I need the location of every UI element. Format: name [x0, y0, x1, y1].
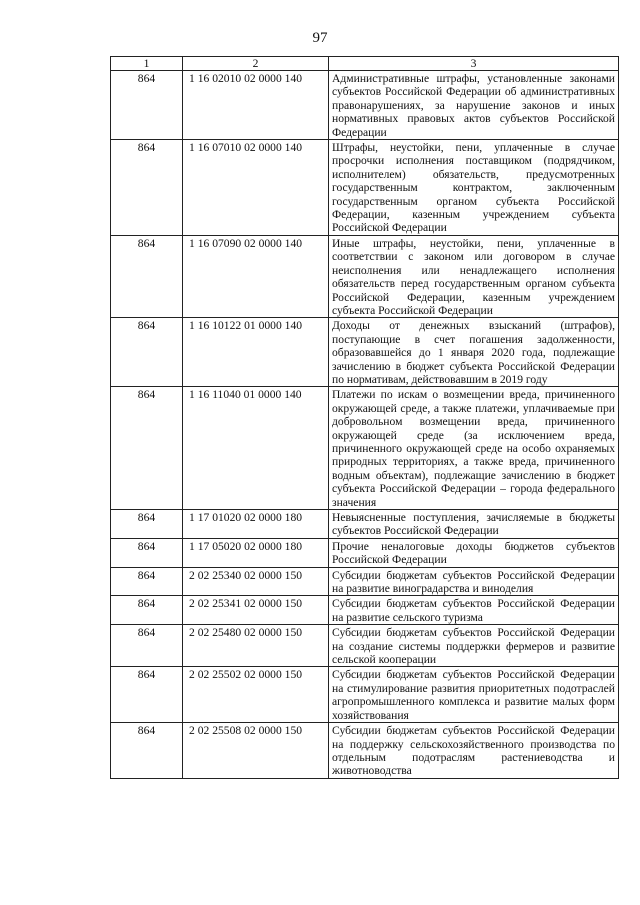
- table-row: [111, 510, 619, 539]
- revenue-code-cell: 2 02 25340 02 0000 150: [183, 567, 329, 596]
- revenue-name-cell: Субсидии бюджетам субъектов Российской Федерации на создание системы поддержки фермеров и развитие сельской кооперации: [329, 625, 619, 667]
- revenue-code-cell: 2 02 25502 02 0000 150: [183, 667, 329, 723]
- table-row: [111, 318, 619, 387]
- admin-code-cell: 864: [111, 71, 183, 140]
- revenue-code-cell: 1 16 11040 01 0000 140: [183, 387, 329, 510]
- table-row: [111, 387, 619, 510]
- table-row: [111, 667, 619, 723]
- revenue-name-cell: Прочие неналоговые доходы бюджетов субъектов Российской Федерации: [329, 538, 619, 567]
- revenue-name-cell: Штрафы, неустойки, пени, уплаченные в случае просрочки исполнения поставщиком (подрядчиком, исполнителем) обязательств, предусмотренных государственным контрактом, заключенным государственным органом субъекта Российской Федерации, казенным учреждением субъекта Российской Федерации: [329, 140, 619, 236]
- header-row: [111, 57, 619, 71]
- revenue-name-cell: Субсидии бюджетам субъектов Российской Федерации на стимулирование развития приоритетных подотраслей агропромышленного комплекса и развитие малых форм хозяйствования: [329, 667, 619, 723]
- revenue-name-cell: Субсидии бюджетам субъектов Российской Федерации на развитие виноградарства и виноделия: [329, 567, 619, 596]
- table-row: [111, 625, 619, 667]
- revenue-name-cell: Административные штрафы, установленные законами субъектов Российской Федерации об административных правонарушениях, за нарушение законов и иных нормативных правовых актов субъектов Российской Федерации: [329, 71, 619, 140]
- revenue-code-cell: 2 02 25480 02 0000 150: [183, 625, 329, 667]
- column-header-1: 1: [111, 57, 183, 71]
- table-row: [111, 538, 619, 567]
- budget-classification-table: [110, 56, 619, 779]
- admin-code-cell: 864: [111, 235, 183, 317]
- revenue-name-cell: Доходы от денежных взысканий (штрафов), поступающие в счет погашения задолженности, образовавшейся до 1 января 2020 года, подлежащие зачислению в бюджет субъекта Российской Федерации по нормативам, действовавшим в 2019 году: [329, 318, 619, 387]
- page-number: 97: [312, 30, 328, 46]
- admin-code-cell: 864: [111, 596, 183, 625]
- admin-code-cell: 864: [111, 723, 183, 779]
- table-body: [111, 71, 619, 779]
- admin-code-cell: 864: [111, 567, 183, 596]
- revenue-name-cell: Субсидии бюджетам субъектов Российской Федерации на развитие сельского туризма: [329, 596, 619, 625]
- admin-code-cell: 864: [111, 538, 183, 567]
- table-row: [111, 596, 619, 625]
- revenue-code-cell: 2 02 25508 02 0000 150: [183, 723, 329, 779]
- revenue-code-cell: 1 16 10122 01 0000 140: [183, 318, 329, 387]
- column-header-3: 3: [329, 57, 619, 71]
- revenue-code-cell: 1 16 02010 02 0000 140: [183, 71, 329, 140]
- admin-code-cell: 864: [111, 318, 183, 387]
- admin-code-cell: 864: [111, 387, 183, 510]
- table-row: [111, 235, 619, 317]
- admin-code-cell: 864: [111, 140, 183, 236]
- admin-code-cell: 864: [111, 667, 183, 723]
- table-row: [111, 140, 619, 236]
- table-row: [111, 567, 619, 596]
- revenue-code-cell: 1 16 07010 02 0000 140: [183, 140, 329, 236]
- table-row: [111, 71, 619, 140]
- revenue-name-cell: Иные штрафы, неустойки, пени, уплаченные в соответствии с законом или договором в случае неисполнения или ненадлежащего исполнения обязательств перед государственным органом субъекта Российской Федерации, казенным учреждением субъекта Российской Федерации: [329, 235, 619, 317]
- revenue-code-cell: 2 02 25341 02 0000 150: [183, 596, 329, 625]
- admin-code-cell: 864: [111, 510, 183, 539]
- revenue-code-cell: 1 17 01020 02 0000 180: [183, 510, 329, 539]
- revenue-code-cell: 1 17 05020 02 0000 180: [183, 538, 329, 567]
- table-row: [111, 723, 619, 779]
- revenue-name-cell: Субсидии бюджетам субъектов Российской Федерации на поддержку сельскохозяйственного производства по отдельным подотраслям растениеводства и животноводства: [329, 723, 619, 779]
- admin-code-cell: 864: [111, 625, 183, 667]
- column-header-2: 2: [183, 57, 329, 71]
- table-header: [111, 57, 619, 71]
- revenue-name-cell: Платежи по искам о возмещении вреда, причиненного окружающей среде, а также платежи, уплачиваемые при добровольном возмещении вреда, причиненного окружающей среде (за исключением вреда, причиненного окружающей среде на особо охраняемых природных территориях, а также вреда, причиненного водным объектам), подлежащие зачислению в бюджет субъекта Российской Федерации – города федерального значения: [329, 387, 619, 510]
- revenue-name-cell: Невыясненные поступления, зачисляемые в бюджеты субъектов Российской Федерации: [329, 510, 619, 539]
- revenue-code-cell: 1 16 07090 02 0000 140: [183, 235, 329, 317]
